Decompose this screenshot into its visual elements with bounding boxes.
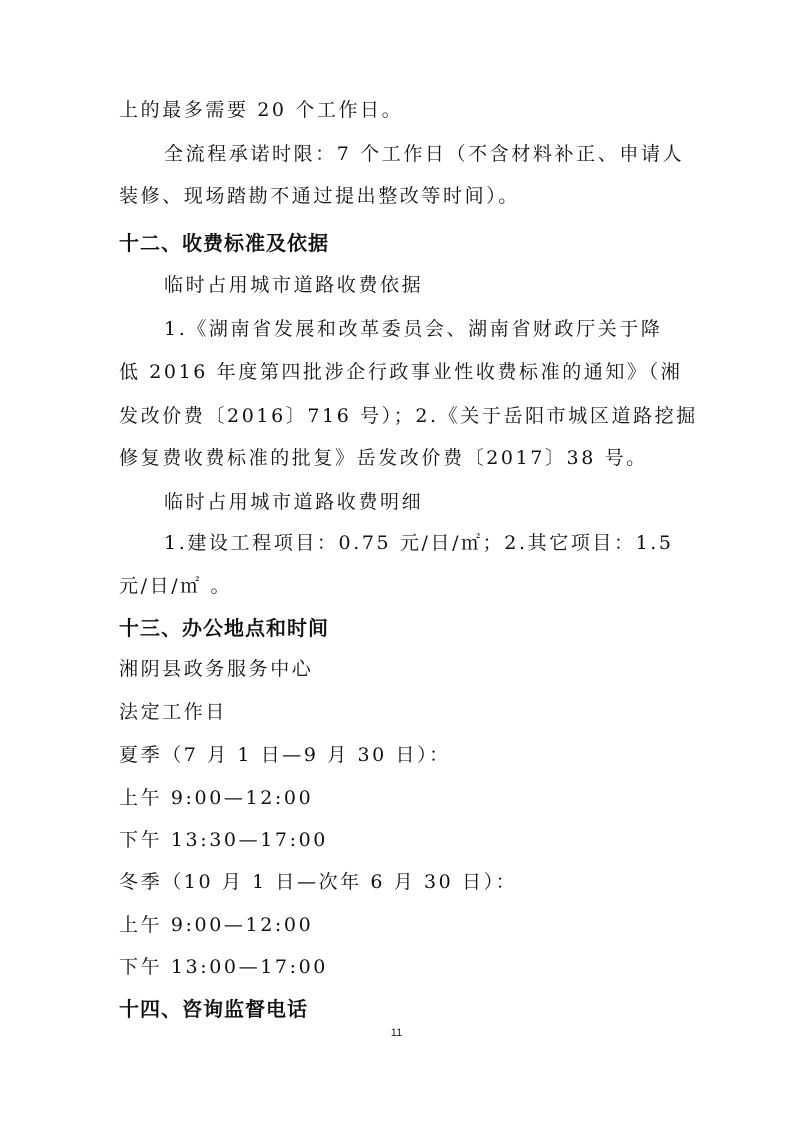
- paragraph-line: 夏季（7 月 1 日—9 月 30 日）：: [119, 744, 451, 766]
- paragraph-line: 法定工作日: [119, 701, 228, 723]
- paragraph-line: 1.《湖南省发展和改革委员会、湖南省财政厅关于降: [164, 318, 663, 340]
- subsection-title: 临时占用城市道路收费依据: [164, 274, 424, 296]
- paragraph-line: 湘阴县政务服务中心: [119, 658, 314, 680]
- section-heading: 十四、咨询监督电话: [119, 997, 308, 1021]
- page-number: 11: [390, 1027, 403, 1039]
- paragraph-line: 发改价费〔2016〕716 号）；2.《关于岳阳市城区道路挖掘: [119, 405, 698, 427]
- paragraph-line: 修复费收费标准的批复》岳发改价费〔2017〕38 号。: [119, 447, 648, 469]
- paragraph-line: 上的最多需要 20 个工作日。: [119, 99, 404, 121]
- paragraph-line: 上午 9:00—12:00: [119, 787, 314, 809]
- paragraph-line: 下午 13:30—17:00: [119, 829, 328, 851]
- section-heading: 十三、办公地点和时间: [119, 616, 329, 640]
- subsection-title: 临时占用城市道路收费明细: [164, 491, 424, 513]
- paragraph-line: 全流程承诺时限：7 个工作日（不含材料补正、申请人: [164, 143, 685, 165]
- paragraph-line: 上午 9:00—12:00: [119, 914, 314, 936]
- paragraph-line: 1.建设工程项目：0.75 元/日/㎡；2.其它项目：1.5: [164, 532, 674, 554]
- paragraph-line: 元/日/㎡ 。: [119, 575, 233, 597]
- paragraph-line: 冬季（10 月 1 日—次年 6 月 30 日）：: [119, 871, 518, 893]
- paragraph-line: 低 2016 年度第四批涉企行政事业性收费标准的通知》（湘: [119, 361, 683, 383]
- paragraph-line: 装修、现场踏勘不通过提出整改等时间）。: [119, 185, 520, 207]
- section-heading: 十二、收费标准及依据: [119, 231, 329, 255]
- paragraph-line: 下午 13:00—17:00: [119, 956, 328, 978]
